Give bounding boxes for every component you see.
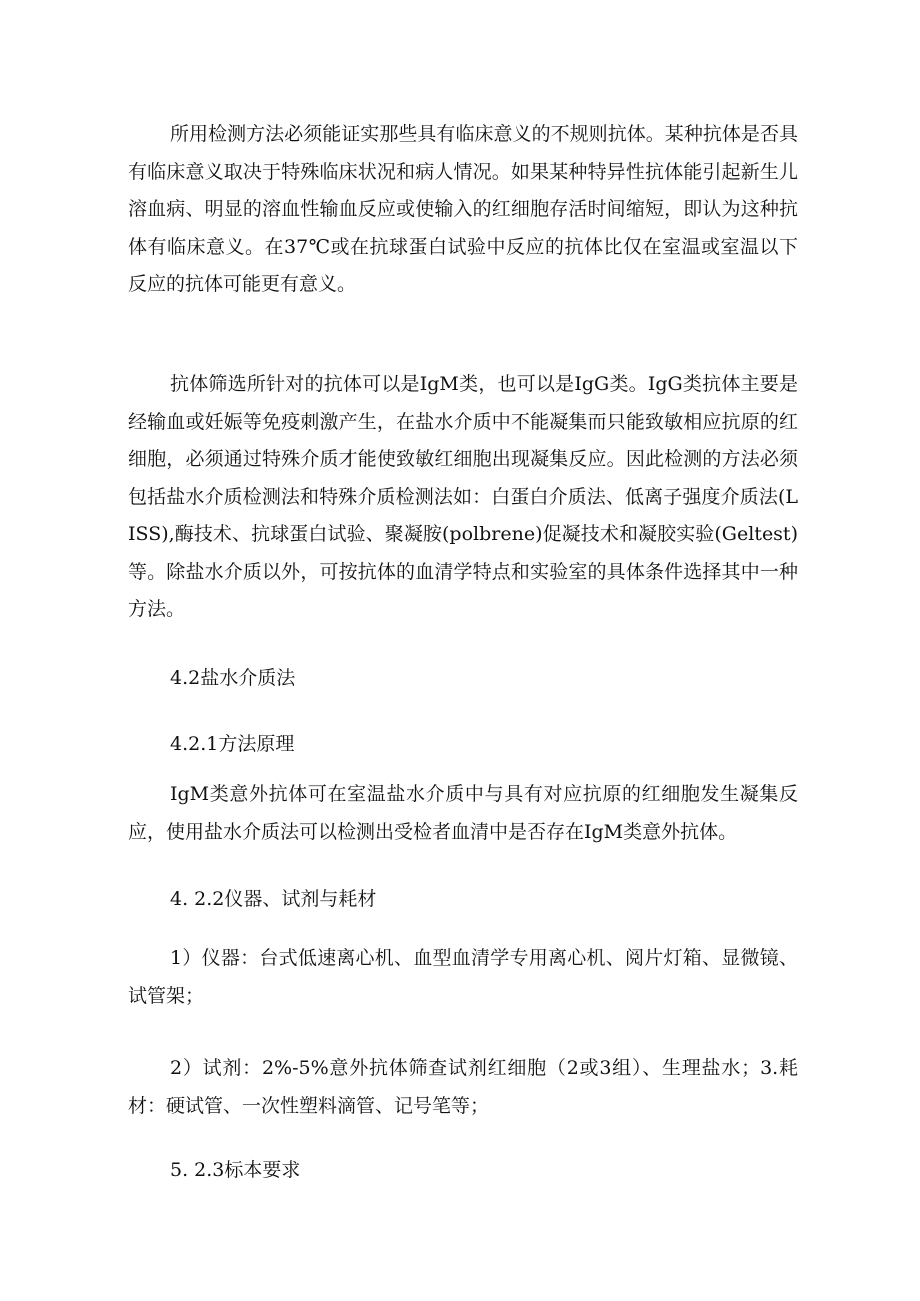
- section-heading-4-2: 4.2盐水介质法: [170, 667, 296, 689]
- section-heading-5-2-3: 5. 2.3标本要求: [170, 1159, 301, 1181]
- section-heading-4-2-1: 4.2.1方法原理: [170, 733, 295, 755]
- paragraph-method-principle: IgM类意外抗体可在室温盐水介质中与具有对应抗原的红细胞发生凝集反应，使用盐水介质法可以检测出受检者血清中是否存在IgM类意外抗体。: [128, 783, 798, 843]
- paragraph-antibody-screening-methods: 抗体筛选所针对的抗体可以是IgM类，也可以是IgG类。IgG类抗体主要是经输血或妊娠等免疫刺激产生，在盐水介质中不能凝集而只能致敏相应抗原的红细胞，必须通过特殊介质才能使致敏红细胞出现凝集反应。因此检测的方法必须包括盐水介质检测法和特殊介质检测法如：白蛋白介质法、低离子强度介质法(LISS),酶技术、抗球蛋白试验、聚凝胺(polbrene)促凝技术和凝胶实验(Geltest)等。除盐水介质以外，可按抗体的血清学特点和实验室的具体条件选择其中一种方法。: [128, 373, 798, 620]
- paragraph-clinical-significance: 所用检测方法必须能证实那些具有临床意义的不规则抗体。某种抗体是否具有临床意义取决于特殊临床状况和病人情况。如果某种特异性抗体能引起新生儿溶血病、明显的溶血性输血反应或使输入的红细胞存活时间缩短，即认为这种抗体有临床意义。在37℃或在抗球蛋白试验中反应的抗体比仅在室温或室温以下反应的抗体可能更有意义。: [128, 123, 798, 295]
- paragraph-reagents-consumables: 2）试剂：2%-5%意外抗体筛查试剂红细胞（2或3组）、生理盐水；3.耗材：硬试管、一次性塑料滴管、记号笔等；: [128, 1057, 798, 1117]
- paragraph-instruments: 1）仪器：台式低速离心机、血型血清学专用离心机、阅片灯箱、显微镜、试管架；: [128, 947, 798, 1007]
- section-heading-4-2-2: 4. 2.2仪器、试剂与耗材: [170, 888, 377, 910]
